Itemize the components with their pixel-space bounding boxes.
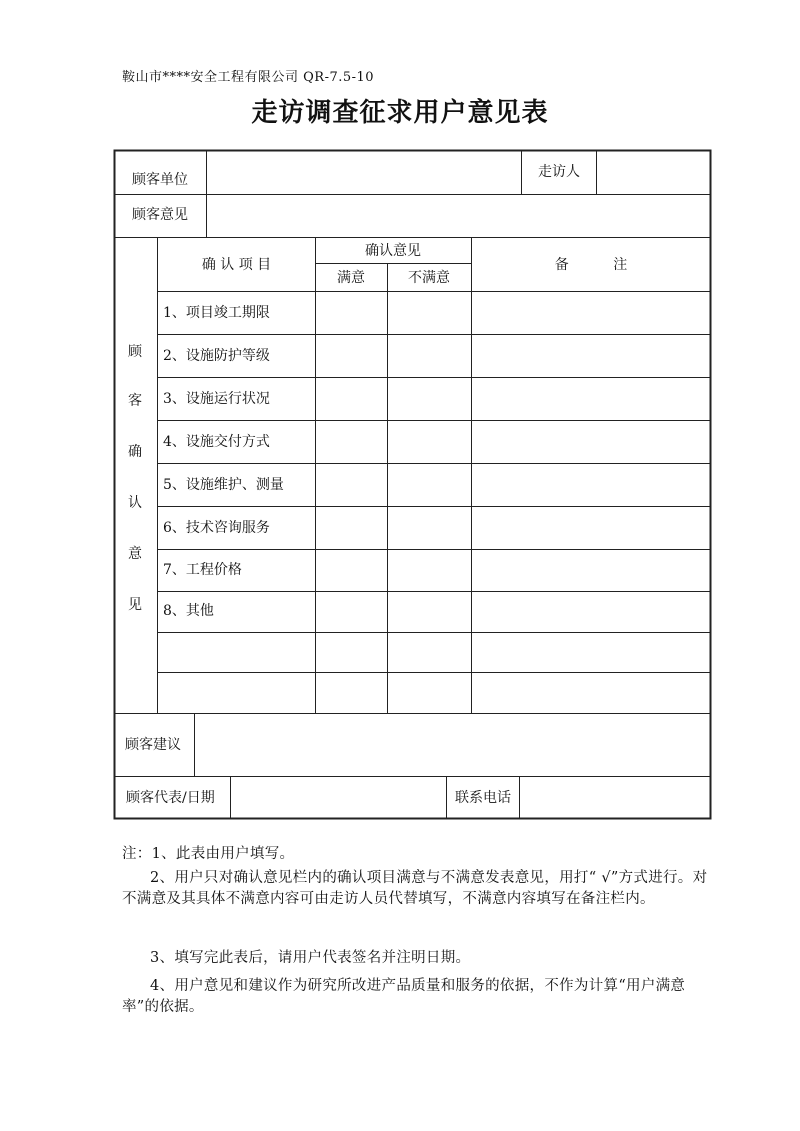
column-header-confirm: 确认意见 [365,243,421,259]
suggestion-label: 顾客建议 [125,737,181,753]
item-row-label: 1、项目竣工期限 [163,305,270,321]
section-char-2: 客 [128,393,142,409]
section-char-1: 顾 [128,344,142,360]
section-char-3: 确 [128,444,142,460]
rep-date-label: 顾客代表/日期 [126,790,215,806]
note-1: 注：1、此表由用户填写。 [122,846,295,862]
visitor-label: 走访人 [538,164,580,180]
item-row-label: 5、设施维护、测量 [163,477,284,493]
company-code: 鞍山市****安全工程有限公司 QR-7.5-10 [122,70,375,85]
form-title: 走访调查征求用户意见表 [251,98,549,128]
item-row-label: 2、设施防护等级 [163,348,270,364]
section-char-4: 认 [128,495,142,511]
phone-field[interactable] [525,782,705,814]
suggestion-field[interactable] [200,718,705,772]
section-char-5: 意 [128,546,142,562]
column-header-item: 确 认 项 目 [201,257,272,273]
customer-unit-label: 顾客单位 [132,172,188,188]
item-row-label: 8、其他 [163,603,214,619]
column-header-satisfied: 满意 [337,270,365,286]
column-header-unsatisfied: 不满意 [408,270,450,286]
item-row-label: 6、技术咨询服务 [163,520,270,536]
column-header-remark: 备 注 [554,257,628,273]
item-row-label: 7、工程价格 [163,562,242,578]
customer-opinion-field[interactable] [212,200,702,232]
phone-label: 联系电话 [455,790,511,806]
note-4: 4、用户意见和建议作为研究所改进产品质量和服务的依据，不作为计算“用户满意率”的依据。 [122,978,686,1015]
note-2: 2、用户只对确认意见栏内的确认项目满意与不满意发表意见，用打“ √”方式进行。对不满意及其具体不满意内容可由走访人员代替填写，不满意内容填写在备注栏内。 [122,870,708,907]
item-row-label: 3、设施运行状况 [163,391,270,407]
rep-date-field[interactable] [236,782,441,814]
customer-opinion-label: 顾客意见 [132,207,188,223]
item-row-label: 4、设施交付方式 [163,434,270,450]
note-3: 3、填写完此表后，请用户代表签名并注明日期。 [150,950,471,966]
section-char-6: 见 [128,597,142,613]
